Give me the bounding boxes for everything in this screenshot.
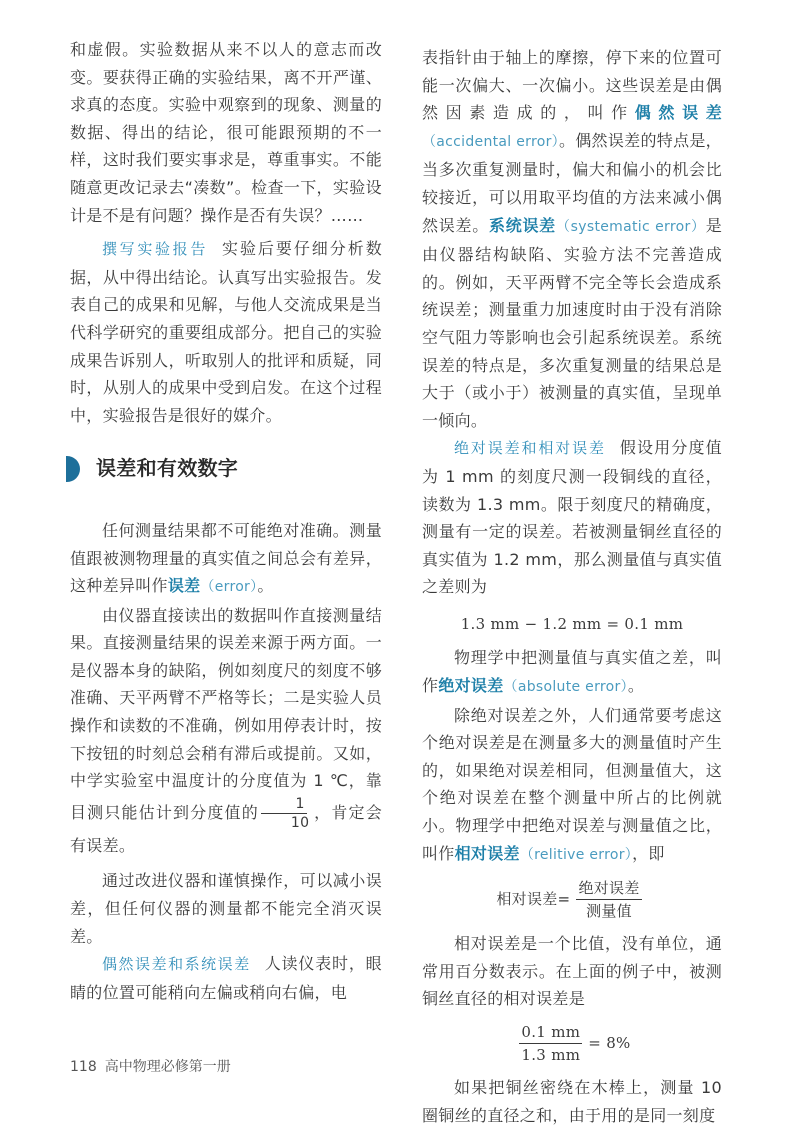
fraction-numerator: 绝对误差 [576,877,641,900]
paragraph [422,702,722,870]
paragraph [70,517,382,602]
paragraph-text: 由仪器直接读出的数据叫作直接测量结果。直接测量结果的误差来源于两方面。一是仪器本身的缺陷，例如刻度尺的刻度不够准确、天平两臂不严格等长；二是实验人员操作和读数的不准确，例如用停表计时，按下按钮的时刻总会稍有滞后或提前。又如，中学实验室中温度计的分度值为 1 ℃，靠目测只能估计到分度值的 [70,605,382,822]
margin-hint: 偶然误差和系统误差 [102,955,251,974]
paragraph-text: 实验后要仔细分析数据，从中得出结论。认真写出实验报告。发表自己的成果和见解，与他人交流成果是当代科学研究的重要组成部分。把自己的实验成果告诉别人，听取别人的批评和质疑，同时，从别人的成果中受到启发。在这个过程中，实验报告是很好的媒介。 [70,239,382,425]
fraction-numerator: 1 [261,795,306,814]
keyword: 偶然误差 [634,103,723,123]
fraction [519,1021,582,1066]
keyword: 相对误差 [454,843,520,863]
fraction-denominator: 测量值 [586,902,632,921]
paragraph [70,950,382,1006]
fraction-denominator: 10 [290,814,310,831]
paragraph: 通过改进仪器和谨慎操作，可以减小误差，但任何仪器的测量都不能完全消灭误差。 [70,871,382,946]
fraction-numerator: 0.1 mm [519,1021,582,1044]
page-footer [70,1056,231,1076]
keyword: 绝对误差 [438,676,504,696]
paragraph-text: ，即 [632,843,665,863]
paragraph: 相对误差是一个比值，没有单位，通常用百分数表示。在上面的例子中，被测铜丝直径的相对误差是 [422,934,722,1009]
inline-fraction [259,795,309,832]
paragraph-text: 假设用分度值为 1 mm 的刻度尺测一段铜线的直径，读数为 1.3 mm。限于刻度尺的精确度，测量有一定的误差。若被测量铜丝直径的真实值为 1.2 mm，那么测量值与真实值之差则为 [422,438,722,597]
keyword: 系统误差 [488,215,556,235]
paragraph [422,644,722,701]
formula [422,1021,722,1066]
paragraph [422,434,722,601]
formula: 1.3 mm − 1.2 mm = 0.1 mm [460,614,684,633]
paragraph-text: 除绝对误差之外，人们通常要考虑这个绝对误差是在测量多大的测量值时产生的，如果绝对误差相同，但测量值大，这个绝对误差在整个测量中所占的比例就小。物理学中把绝对误差与测量值之比，叫作 [422,705,722,863]
formula-lhs: 相对误差= [496,889,571,908]
book-title: 高中物理必修第一册 [104,1059,231,1075]
keyword-english: （relitive error） [519,846,633,863]
section-marker-icon [66,456,80,482]
paragraph [70,602,382,860]
paragraph-text: 任何测量结果都不可能绝对准确。测量值跟被测物理量的真实值之间总会有差异，这种差异叫作 [70,520,382,596]
paragraph: 如果把铜丝密绕在木棒上，测量 10 圈铜丝的直径之和，由于用的是同一刻度 [422,1078,722,1125]
page-number: 118 [70,1059,97,1075]
left-column [70,36,382,1006]
paragraph-text: 是由仪器结构缺陷、实验方法不完善造成的。例如，天平两臂不完全等长会造成系统误差；测量重力加速度时由于没有消除空气阻力等影响也会引起系统误差。系统误差的特点是，多次重复测量的结果总是大于（或小于）被测量的真实值，呈现单一倾向。 [422,215,723,430]
paragraph-text: 。 [627,676,645,696]
fraction [576,877,641,922]
keyword-english: （systematic error） [555,218,706,235]
section-heading [66,455,382,483]
keyword-english: （error） [200,579,258,596]
margin-hint: 撰写实验报告 [102,240,208,259]
section-title: 误差和有效数字 [96,456,239,481]
right-column [422,44,722,1129]
paragraph: 和虚假。实验数据从来不以人的意志而改变。要获得正确的实验结果，离不开严谨、求真的态度。实验中观察到的现象、测量的数据、得出的结论，很可能跟预期的不一样，这时我们要实事求是，尊重事实。不能随意更改记录去“凑数”。检查一下，实验设计是不是有问题？操作是否有失误？…… [70,40,382,225]
keyword: 误差 [167,576,201,596]
fraction-denominator: 1.3 mm [521,1046,581,1064]
formula-rhs: = 8% [588,1033,631,1052]
margin-hint: 绝对误差和相对误差 [454,439,606,458]
keyword-english: （absolute error） [503,679,628,696]
paragraph-text: ，肯定会有误差。 [70,802,382,855]
formula [422,877,722,922]
paragraph-text: 。 [257,576,274,596]
paragraph-text: 。偶然误差的特点是，当多次重复测量时，偏大和偏小的机会比较接近，可以用取平均值的方法来减小偶然误差。 [422,130,722,235]
paragraph [422,44,722,434]
paragraph-text: 物理学中把测量值与真实值之差，叫作 [422,648,722,696]
paragraph-text: 表指针由于轴上的摩擦，停下来的位置可能一次偏大、一次偏小。这些误差是由偶然因素造成的，叫作 [422,48,722,123]
paragraph [70,235,382,429]
keyword-english: （accidental error） [422,133,559,150]
paragraph-text: 人读仪表时，眼睛的位置可能稍向左偏或稍向右偏，电 [70,954,382,1002]
